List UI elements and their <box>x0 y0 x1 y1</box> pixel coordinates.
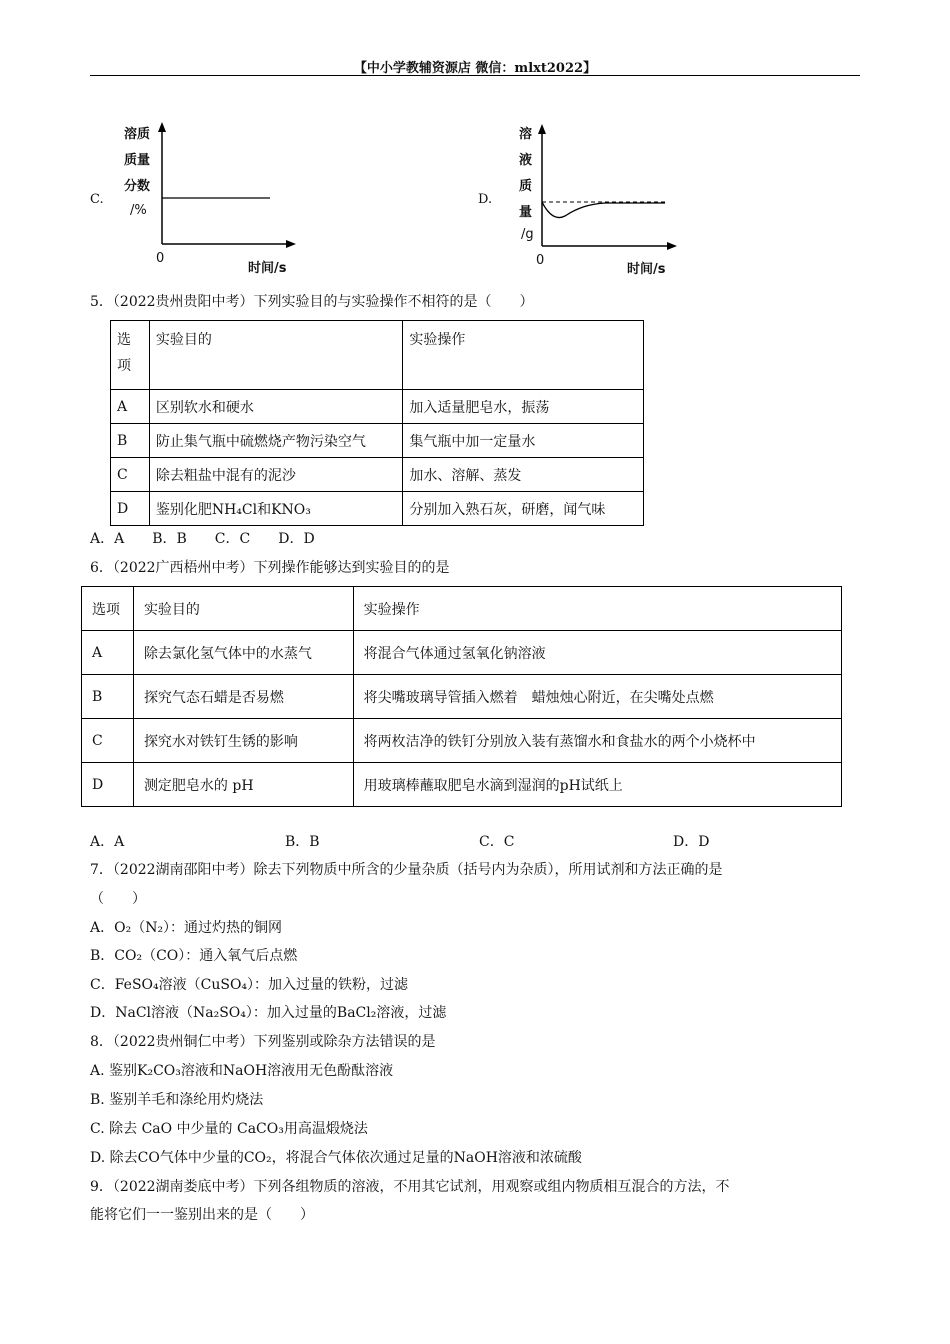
chart-d-xlabel: 时间/s <box>627 262 666 277</box>
q6-cell-operation: 将尖嘴玻璃导管插入燃着 蜡烛烛心附近，在尖嘴处点燃 <box>353 675 841 719</box>
header-divider <box>90 75 860 76</box>
table-row <box>111 390 644 424</box>
q5-header-purpose: 实验目的 <box>149 321 403 390</box>
q5-cell-purpose: 防止集气瓶中硫燃烧产物污染空气 <box>149 424 403 458</box>
chart-c-origin: 0 <box>156 251 165 266</box>
q6-header-purpose: 实验目的 <box>133 587 353 631</box>
q6-choice-b: B．B <box>285 834 320 850</box>
q6-table-header-row <box>82 587 842 631</box>
chart-c-yunit: /% <box>130 203 147 218</box>
q6-header-option: 选项 <box>82 587 134 631</box>
chart-d-x-arrow <box>667 242 677 250</box>
chart-c-ylabel-line-1: 溶质 <box>124 127 151 142</box>
q5-cell-option: D <box>111 492 150 526</box>
q8-option-b: B. 鉴别羊毛和涤纶用灼烧法 <box>90 1092 264 1108</box>
q6-choice-a: A．A <box>90 834 125 850</box>
chart-c-y-arrow <box>158 122 166 132</box>
q5-cell-purpose: 区别软水和硬水 <box>149 390 403 424</box>
q5-table <box>110 320 644 526</box>
q5-choices: A．A B．B C．C D．D <box>90 531 315 547</box>
q5-stem: 5．（2022贵州贵阳中考）下列实验目的与实验操作不相符的是（ ） <box>90 294 534 310</box>
q7-stem: 7．（2022湖南邵阳中考）除去下列物质中所含的少量杂质（括号内为杂质），所用试剂和方法正确的是 <box>90 862 723 878</box>
q6-cell-operation: 用玻璃棒蘸取肥皂水滴到湿润的pH试纸上 <box>353 763 841 807</box>
chart-c <box>110 120 310 280</box>
q5-cell-operation: 加入适量肥皂水，振荡 <box>403 390 644 424</box>
q9-stem-line-2: 能将它们一一鉴别出来的是（ ） <box>90 1207 314 1223</box>
q6-cell-purpose: 测定肥皂水的 pH <box>133 763 353 807</box>
q5-cell-option: A <box>111 390 150 424</box>
q5-cell-purpose: 除去粗盐中混有的泥沙 <box>149 458 403 492</box>
q7-option-c: C．FeSO₄溶液（CuSO₄）：加入过量的铁粉，过滤 <box>90 977 409 993</box>
q8-stem: 8．（2022贵州铜仁中考）下列鉴别或除杂方法错误的是 <box>90 1034 436 1050</box>
q8-option-d: D. 除去CO气体中少量的CO₂，将混合气体依次通过足量的NaOH溶液和浓硫酸 <box>90 1150 582 1166</box>
q6-cell-option: D <box>82 763 134 807</box>
q6-table <box>81 586 842 807</box>
q6-header-operation: 实验操作 <box>353 587 841 631</box>
q6-cell-operation: 将两枚洁净的铁钉分别放入装有蒸馏水和食盐水的两个小烧杯中 <box>353 719 841 763</box>
q5-cell-option: C <box>111 458 150 492</box>
q6-cell-purpose: 除去氯化氢气体中的水蒸气 <box>133 631 353 675</box>
q7-answer-paren: （ ） <box>90 891 146 907</box>
q8-option-a: A. 鉴别K₂CO₃溶液和NaOH溶液用无色酚酞溶液 <box>90 1063 394 1079</box>
page-header: 【中小学教辅资源店 微信：mlxt2022】 <box>353 61 597 76</box>
q7-option-d: D．NaCl溶液（Na₂SO₄）：加入过量的BaCl₂溶液，过滤 <box>90 1005 447 1021</box>
chart-c-x-arrow <box>286 240 296 248</box>
q6-cell-option: C <box>82 719 134 763</box>
q6-choice-d: D．D <box>673 834 710 850</box>
table-row <box>82 631 842 675</box>
q6-cell-purpose: 探究水对铁钉生锈的影响 <box>133 719 353 763</box>
q9-stem-line-1: 9．（2022湖南娄底中考）下列各组物质的溶液，不用其它试剂，用观察或组内物质相互混合的方法，不 <box>90 1179 730 1195</box>
q5-cell-operation: 集气瓶中加一定量水 <box>403 424 644 458</box>
q6-cell-operation: 将混合气体通过氢氧化钠溶液 <box>353 631 841 675</box>
chart-c-ylabel-line-3: 分数 <box>124 179 151 194</box>
q6-cell-option: A <box>82 631 134 675</box>
q6-stem: 6．（2022广西梧州中考）下列操作能够达到实验目的的是 <box>90 560 450 576</box>
chart-d-y-arrow <box>538 124 546 134</box>
chart-d-ylabel-line-2: 液 <box>519 153 533 168</box>
chart-d-option-label: D. <box>478 192 493 207</box>
q5-cell-option: B <box>111 424 150 458</box>
chart-d-ylabel-line-4: 量 <box>519 205 533 220</box>
table-row <box>111 458 644 492</box>
table-row <box>82 763 842 807</box>
q5-header-option: 选 项 <box>111 321 150 390</box>
chart-d-ylabel-line-3: 质 <box>519 179 533 194</box>
chart-c-ylabel-line-2: 质量 <box>124 153 151 168</box>
chart-d-origin: 0 <box>536 253 545 268</box>
chart-d-yunit: /g <box>521 227 534 242</box>
chart-c-xlabel: 时间/s <box>248 261 287 276</box>
q5-header-operation: 实验操作 <box>403 321 644 390</box>
q5-table-header-row <box>111 321 644 390</box>
q6-choice-c: C．C <box>479 834 515 850</box>
chart-c-option-label: C. <box>90 192 104 207</box>
q5-cell-operation: 加水、溶解、蒸发 <box>403 458 644 492</box>
chart-d <box>505 120 705 280</box>
q8-option-c: C. 除去 CaO 中少量的 CaCO₃用高温煅烧法 <box>90 1121 368 1137</box>
table-row <box>111 492 644 526</box>
q7-option-b: B．CO₂（CO）：通入氧气后点燃 <box>90 948 298 964</box>
q6-cell-option: B <box>82 675 134 719</box>
q6-cell-purpose: 探究气态石蜡是否易燃 <box>133 675 353 719</box>
table-row <box>82 719 842 763</box>
q7-option-a: A．O₂（N₂）：通过灼热的铜网 <box>90 920 283 936</box>
table-row <box>111 424 644 458</box>
table-row <box>82 675 842 719</box>
q5-cell-operation: 分别加入熟石灰，研磨，闻气味 <box>403 492 644 526</box>
chart-d-ylabel-line-1: 溶 <box>519 127 533 142</box>
q5-cell-purpose: 鉴别化肥NH₄Cl和KNO₃ <box>149 492 403 526</box>
chart-d-series-curve <box>542 202 665 217</box>
